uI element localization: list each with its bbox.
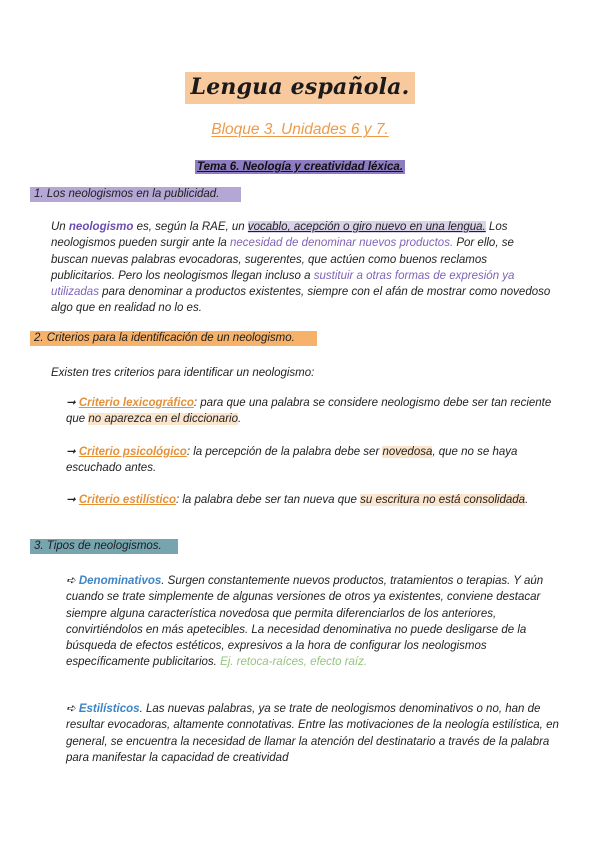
criterion-item xyxy=(66,395,556,428)
type-item-denominativos xyxy=(66,573,561,671)
hollow-arrow-icon: ➪ xyxy=(66,575,79,587)
arrow-icon: ➞ xyxy=(66,397,79,409)
type-name: Estilísticos xyxy=(78,703,140,715)
definition-highlight: vocablo, acepción o giro nuevo en una lengua. xyxy=(247,221,486,233)
text-run: . xyxy=(525,494,529,506)
document-subtitle: Bloque 3. Unidades 6 y 7. xyxy=(211,121,389,138)
criterion-item xyxy=(66,492,556,508)
document-title: Lengua española. xyxy=(185,72,416,104)
text-run: . Las nuevas palabras, ya se trate de neologismos denominativos o no, han de resultar evocadoras, altamente connotativas. Entre las motivaciones de la neología estilística, en general, se encuentra la necesidad de llamar la atención del destinatario a través de la palabra para manifestar la capacidad de creatividad xyxy=(66,703,559,764)
text-run: para denominar a productos existentes, siempre con el afán de mostrar como novedoso algo que en realidad no lo es. xyxy=(51,286,551,315)
text-run: Los neologismos pueden surgir ante la xyxy=(51,221,508,250)
topic-container xyxy=(0,157,600,175)
criterion-highlight: su escritura no está consolidada xyxy=(360,494,526,506)
text-run: es, según la RAE, un xyxy=(133,221,248,233)
text-run: . xyxy=(238,413,242,426)
text-run: : para que una palabra se considere neologismo debe ser tan reciente que xyxy=(66,397,552,426)
criterion-name: Criterio estilístico xyxy=(78,494,176,506)
criterion-highlight: no aparezca en el diccionario xyxy=(88,413,238,426)
need-highlight: necesidad de denominar nuevos productos. xyxy=(230,237,454,250)
topic-heading: Tema 6. Neología y creatividad léxica. xyxy=(196,161,404,173)
arrow-icon: ➞ xyxy=(66,494,79,506)
type-item-estilisticos xyxy=(66,701,561,766)
arrow-icon: ➞ xyxy=(66,446,79,458)
section1-paragraph xyxy=(51,219,551,317)
substitute-highlight: sustituir a otras formas de expresión ya utilizadas xyxy=(51,269,515,299)
text-run: Por ello, se buscan nuevas palabras evocadoras, sugerentes, que actúen como buenos reclamos publicitarios. Pero los neologismos llegan incluso a xyxy=(51,237,514,282)
text-run: Un xyxy=(51,221,69,233)
title-container xyxy=(0,72,600,104)
text-run: , que no se haya escuchado antes. xyxy=(66,446,518,475)
type-name: Denominativos xyxy=(78,575,162,587)
section-heading-1: 1. Los neologismos en la publicidad. xyxy=(30,187,241,202)
criterion-item xyxy=(66,444,556,477)
criteria-intro: Existen tres criterios para identificar un neologismo: xyxy=(51,367,315,379)
section-heading-3: 3. Tipos de neologismos. xyxy=(30,539,178,554)
hollow-arrow-icon: ➪ xyxy=(66,703,79,715)
text-run: : la percepción de la palabra debe ser xyxy=(186,446,383,458)
criterion-highlight: novedosa xyxy=(382,446,433,458)
text-run: : la palabra debe ser tan nueva que xyxy=(175,494,361,506)
section-heading-2: 2. Criterios para la identificación de un neologismo. xyxy=(30,331,317,346)
term-neologismo: neologismo xyxy=(68,221,134,233)
example-text: Ej. retoca-raíces, efecto raíz. xyxy=(220,656,368,669)
text-run: . Surgen constantemente nuevos productos, tratamientos o terapias. Y aún cuando se trate simplemente de algunas versiones de otros ya existentes, conviene destacar siempre alguna característica novedosa que permita diferenciarlos de los anteriores, convirtiéndolos en más apetecibles. La necesidad denominativa no puede desligarse de la búsqueda de efectos estéticos, expresivos a la hora de configurar los neologismos específicamente publicitarios. xyxy=(66,575,544,669)
criterion-name: Criterio lexicográfico xyxy=(78,397,194,409)
criterion-name: Criterio psicológico xyxy=(78,446,187,458)
